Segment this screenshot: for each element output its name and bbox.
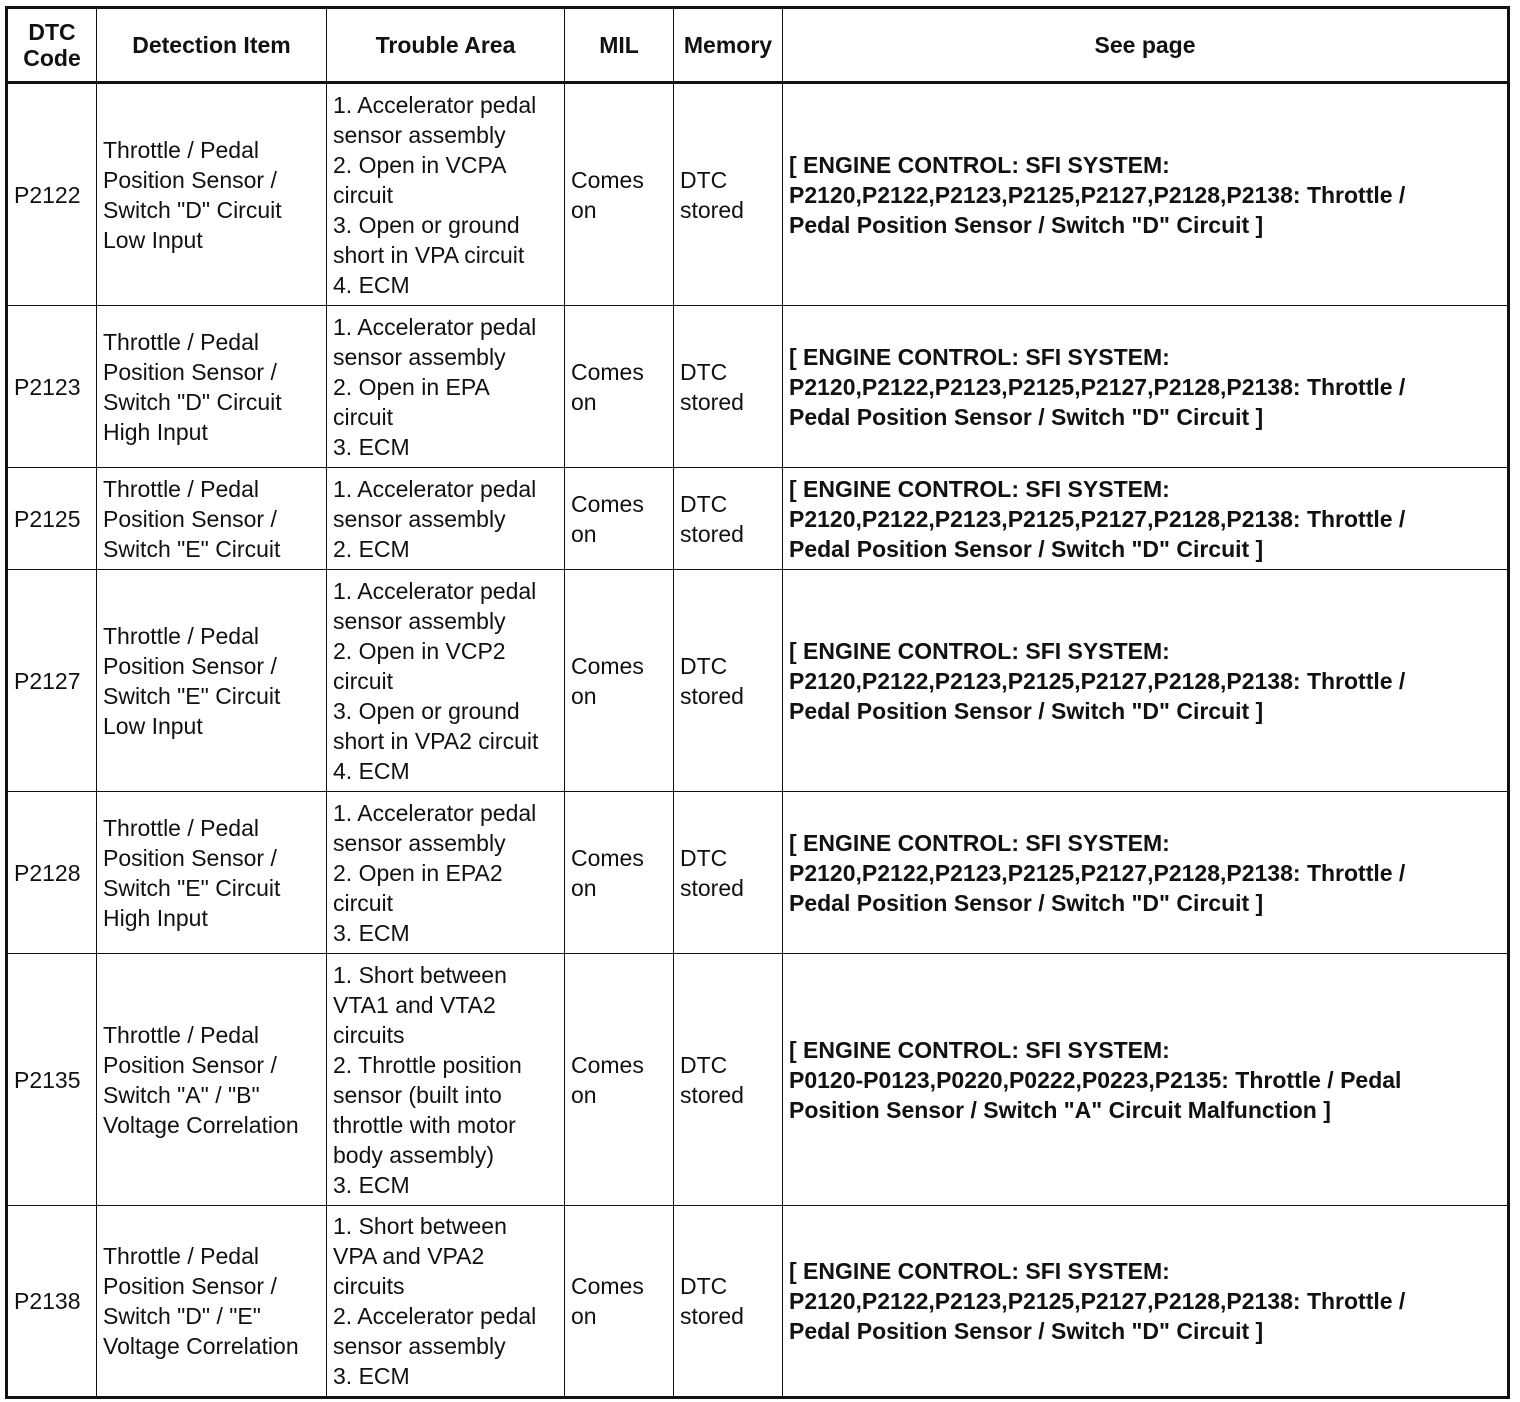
table-row: [7, 306, 1509, 468]
memory-cell: DTC stored: [674, 1206, 783, 1398]
see-page-link[interactable]: [ ENGINE CONTROL: SFI SYSTEM: P2120,P2122,P2123,P2125,P2127,P2128,P2138: Throttle / Pedal Position Sensor / Switch "D" Circuit ]: [783, 83, 1509, 306]
see-page-link[interactable]: [ ENGINE CONTROL: SFI SYSTEM: P2120,P2122,P2123,P2125,P2127,P2128,P2138: Throttle / Pedal Position Sensor / Switch "D" Circuit ]: [783, 1206, 1509, 1398]
detection-item-cell: Throttle / Pedal Position Sensor / Switch "E" Circuit Low Input: [97, 570, 327, 792]
trouble-area-cell: 1. Short between VTA1 and VTA2 circuits 2. Throttle position sensor (built into throttle with motor body assembly) 3. ECM: [327, 954, 565, 1206]
see-page-link[interactable]: [ ENGINE CONTROL: SFI SYSTEM: P2120,P2122,P2123,P2125,P2127,P2128,P2138: Throttle / Pedal Position Sensor / Switch "D" Circuit ]: [783, 570, 1509, 792]
mil-cell: Comes on: [565, 306, 674, 468]
dtc-code-cell: P2135: [7, 954, 97, 1206]
dtc-code-cell: P2128: [7, 792, 97, 954]
header-mil: MIL: [565, 8, 674, 83]
mil-cell: Comes on: [565, 83, 674, 306]
mil-cell: Comes on: [565, 1206, 674, 1398]
detection-item-cell: Throttle / Pedal Position Sensor / Switch "D" Circuit Low Input: [97, 83, 327, 306]
table-row: [7, 570, 1509, 792]
detection-item-cell: Throttle / Pedal Position Sensor / Switch "A" / "B" Voltage Correlation: [97, 954, 327, 1206]
dtc-code-cell: P2122: [7, 83, 97, 306]
dtc-code-cell: P2138: [7, 1206, 97, 1398]
memory-cell: DTC stored: [674, 468, 783, 570]
trouble-area-cell: 1. Accelerator pedal sensor assembly 2. ECM: [327, 468, 565, 570]
dtc-code-cell: P2123: [7, 306, 97, 468]
table-row: [7, 83, 1509, 306]
dtc-code-cell: P2127: [7, 570, 97, 792]
memory-cell: DTC stored: [674, 570, 783, 792]
detection-item-cell: Throttle / Pedal Position Sensor / Switch "E" Circuit: [97, 468, 327, 570]
trouble-area-cell: 1. Accelerator pedal sensor assembly 2. Open in VCPA circuit 3. Open or ground short in VPA circuit 4. ECM: [327, 83, 565, 306]
see-page-link[interactable]: [ ENGINE CONTROL: SFI SYSTEM: P2120,P2122,P2123,P2125,P2127,P2128,P2138: Throttle / Pedal Position Sensor / Switch "D" Circuit ]: [783, 468, 1509, 570]
see-page-link[interactable]: [ ENGINE CONTROL: SFI SYSTEM: P0120-P0123,P0220,P0222,P0223,P2135: Throttle / Pedal Position Sensor / Switch "A" Circuit Malfunction ]: [783, 954, 1509, 1206]
see-page-link[interactable]: [ ENGINE CONTROL: SFI SYSTEM: P2120,P2122,P2123,P2125,P2127,P2128,P2138: Throttle / Pedal Position Sensor / Switch "D" Circuit ]: [783, 306, 1509, 468]
table-row: [7, 1206, 1509, 1398]
trouble-area-cell: 1. Accelerator pedal sensor assembly 2. Open in EPA2 circuit 3. ECM: [327, 792, 565, 954]
trouble-area-cell: 1. Short between VPA and VPA2 circuits 2. Accelerator pedal sensor assembly 3. ECM: [327, 1206, 565, 1398]
header-memory: Memory: [674, 8, 783, 83]
memory-cell: DTC stored: [674, 83, 783, 306]
header-trouble-area: Trouble Area: [327, 8, 565, 83]
header-dtc-code: DTC Code: [7, 8, 97, 83]
header-see-page: See page: [783, 8, 1509, 83]
trouble-area-cell: 1. Accelerator pedal sensor assembly 2. Open in EPA circuit 3. ECM: [327, 306, 565, 468]
mil-cell: Comes on: [565, 792, 674, 954]
table-row: [7, 468, 1509, 570]
detection-item-cell: Throttle / Pedal Position Sensor / Switch "D" Circuit High Input: [97, 306, 327, 468]
dtc-table: [5, 6, 1510, 1399]
detection-item-cell: Throttle / Pedal Position Sensor / Switch "E" Circuit High Input: [97, 792, 327, 954]
mil-cell: Comes on: [565, 468, 674, 570]
table-header-row: [7, 8, 1509, 83]
memory-cell: DTC stored: [674, 792, 783, 954]
see-page-link[interactable]: [ ENGINE CONTROL: SFI SYSTEM: P2120,P2122,P2123,P2125,P2127,P2128,P2138: Throttle / Pedal Position Sensor / Switch "D" Circuit ]: [783, 792, 1509, 954]
dtc-code-cell: P2125: [7, 468, 97, 570]
mil-cell: Comes on: [565, 954, 674, 1206]
memory-cell: DTC stored: [674, 306, 783, 468]
detection-item-cell: Throttle / Pedal Position Sensor / Switch "D" / "E" Voltage Correlation: [97, 1206, 327, 1398]
table-row: [7, 792, 1509, 954]
header-detection-item: Detection Item: [97, 8, 327, 83]
trouble-area-cell: 1. Accelerator pedal sensor assembly 2. Open in VCP2 circuit 3. Open or ground short in VPA2 circuit 4. ECM: [327, 570, 565, 792]
memory-cell: DTC stored: [674, 954, 783, 1206]
table-row: [7, 954, 1509, 1206]
mil-cell: Comes on: [565, 570, 674, 792]
